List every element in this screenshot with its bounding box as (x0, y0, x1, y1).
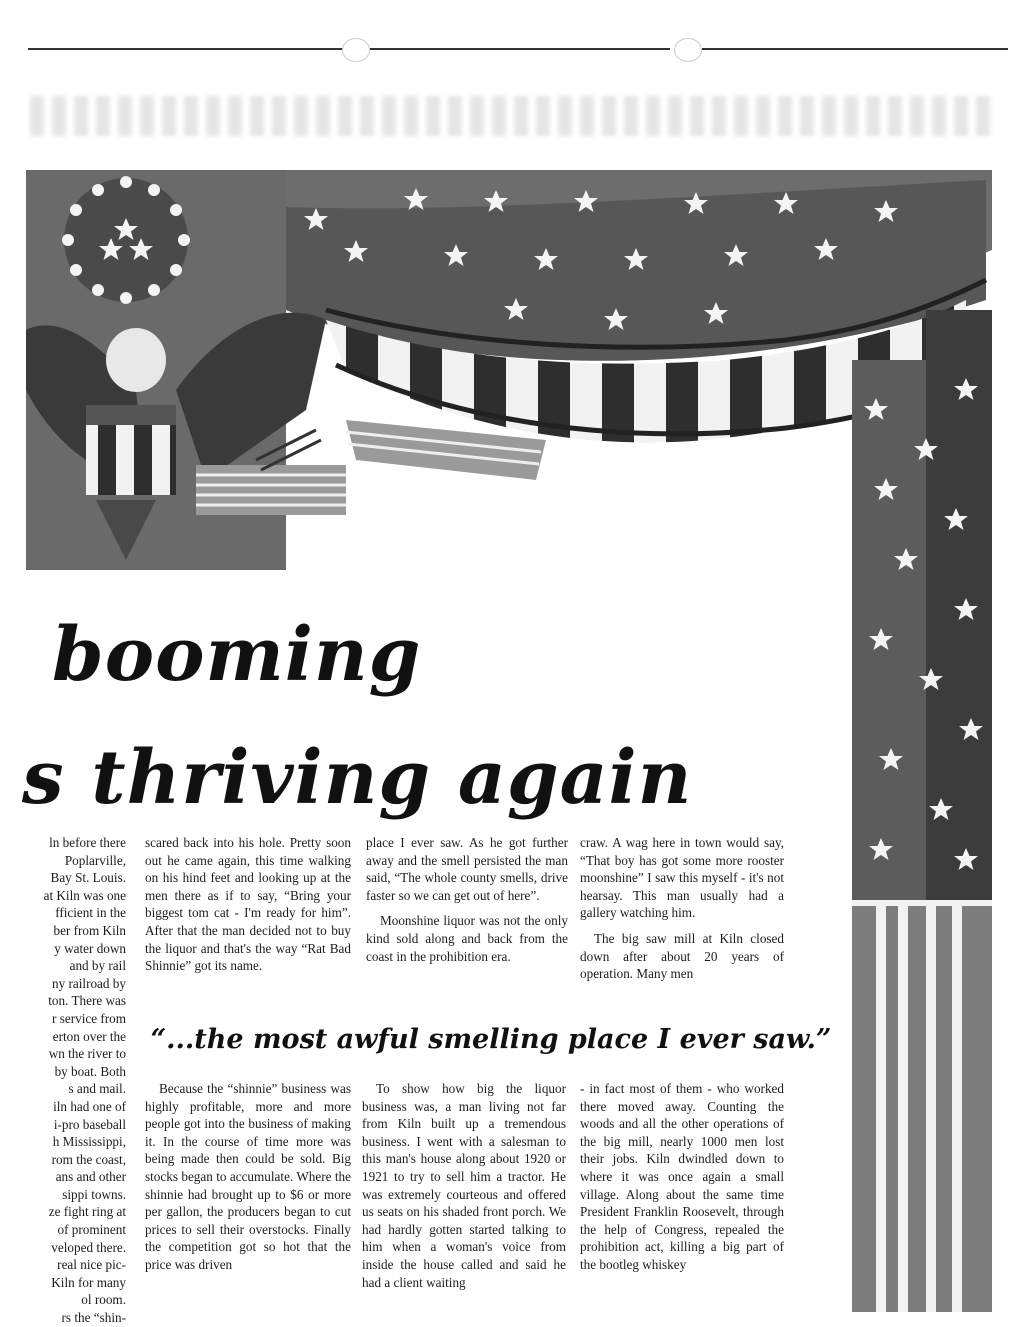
col1-line: Poplarville, (64, 852, 126, 868)
punch-hole (342, 38, 370, 62)
bleed-through-text (30, 96, 990, 136)
headline-line-1: booming (52, 612, 422, 698)
paragraph: Moonshine liquor was not the only kind sold along and back from the coast in the prohibition era. (366, 913, 568, 964)
headline-line-2: s thriving again (22, 735, 693, 821)
top-rule-right (702, 48, 1008, 50)
top-rule-left (28, 48, 358, 50)
article-column-3-top (366, 834, 568, 1014)
col1-line: ans and other (55, 1169, 126, 1185)
article-column-2-bottom (145, 1080, 351, 1312)
article-column-4-top (580, 834, 784, 1014)
col1-line: ol room. (81, 1292, 126, 1308)
article-column-1 (0, 834, 126, 1326)
col1-line: h Mississippi, (52, 1134, 126, 1150)
article-column-4-bottom (580, 1080, 784, 1312)
col1-line: iln had one of (53, 1098, 126, 1114)
paragraph: - in fact most of them - who worked there moved away. Counting the woods and all the other operations of the big mill, nearly 1000 men lost their jobs. Kiln dwindled down to where it was once again a small village. Along about the same time President Franklin Roosevelt, through the help of Congress, repealed the prohibition act, killing a big part of the bootleg whiskey (580, 1081, 784, 1272)
col1-line: rom the coast, (51, 1151, 126, 1167)
paragraph: craw. A wag here in town would say, “That boy has got some more rooster moonshine” I saw this myself - it's not hearsay. This man usually had a gallery watching him. (580, 835, 784, 921)
col1-line: at Kiln was one (43, 887, 126, 903)
col1-line: ber from Kiln (53, 922, 126, 938)
pull-quote: “...the most awful smelling place I ever saw.” (150, 1024, 832, 1055)
col1-line: rs the “shin- (61, 1310, 126, 1326)
paragraph: scared back into his hole. Pretty soon out he came again, this time walking on his hind feet and looking up at the men there as if to say, “Bring your biggest tom cat - I'm ready for him”. After that the man decided not to buy the liquor and that's the way “Rat Bad Shinnie” got its name. (145, 835, 351, 974)
paragraph: place I ever saw. As he got further away and the smell persisted the man said, “The whole county smells, drive faster so we can get out of here”. (366, 835, 568, 903)
col1-line: y water down (54, 940, 126, 956)
col1-line: Bay St. Louis. (50, 870, 126, 886)
paragraph: The big saw mill at Kiln closed down after about 20 years of operation. Many men (580, 930, 784, 982)
col1-line: ln before there (49, 835, 126, 850)
paragraph: To show how big the liquor business was, a man living not far from Kiln built up a tremendous business. I went with a salesman to this man's house along about 1920 or 1921 to try to sell him a tractor. He was extremely courteous and offered us seats on his shaded front porch. We had hardly gotten started talking to him when a woman's voice from inside the house called and said he had a client waiting (362, 1081, 566, 1290)
col1-line: of prominent (57, 1222, 126, 1238)
col1-line: and by rail (69, 958, 126, 974)
article-column-2-top (145, 834, 351, 1014)
col1-line: ze fight ring at (48, 1204, 126, 1220)
col1-line: ton. There was (48, 993, 126, 1009)
col1-line: s and mail. (68, 1081, 126, 1097)
punch-hole (674, 38, 702, 62)
col1-line: veloped there. (51, 1239, 126, 1255)
col1-line: sippi towns. (62, 1186, 126, 1202)
col1-line: real nice pic- (57, 1257, 126, 1273)
col1-line: r service from (52, 1010, 126, 1026)
col1-line: fficient in the (55, 905, 126, 921)
col1-line: wn the river to (48, 1046, 126, 1062)
col1-line: Kiln for many (51, 1274, 126, 1290)
top-rule-middle (370, 48, 670, 50)
paragraph: Because the “shinnie” business was highly profitable, more and more people got into the business of making it. In the course of time more was being made then could be sold. Big stocks began to accumulate. Where the shinnie had brought up to $6 or more per gallon, the producers began to cut prices to sell their overstocks. Finally the competition got so hot that the price was driven (145, 1081, 351, 1272)
col1-line: i-pro baseball (53, 1116, 126, 1132)
article-column-3-bottom (362, 1080, 566, 1312)
col1-line: ny railroad by (52, 975, 126, 991)
col1-line: erton over the (52, 1028, 126, 1044)
col1-line: by boat. Both (54, 1063, 126, 1079)
